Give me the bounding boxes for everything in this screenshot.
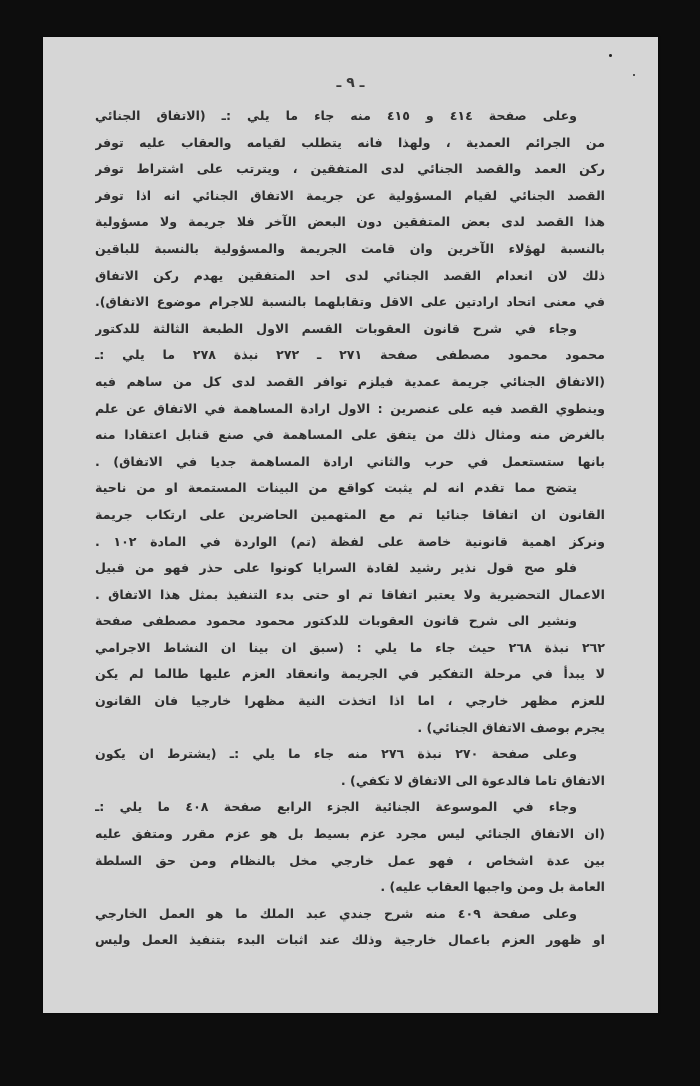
text-line: القانون ان اتفاقا جنائيا تم مع المتهمين الحاضرين على ارتكاب جريمة (95, 506, 605, 522)
text-line: بالنسبة لهؤلاء الآخرين وان قامت الجريمة والمسؤولية بالنسبة للباقين (95, 240, 605, 256)
text-line: وعلى صفحة ٤١٤ و ٤١٥ منه جاء ما يلي :ـ (الاتفاق الجنائي (95, 108, 578, 123)
text-line: (ان الاتفاق الجنائي ليس مجرد عزم بسيط بل هو عزم مقرر ومتفق عليه (95, 826, 605, 842)
text-line: يتضح مما تقدم انه لم يثبت كواقع من البينات المستمعة او من ناحية (95, 480, 577, 496)
text-line: وعلى صفحة ٤٠٩ منه شرح جندي عبد الملك ما هو العمل الخارجي (95, 905, 577, 921)
text-line: فلو صح قول نذير رشيد لقادة السرايا كونوا على حذر فهو من قبيل (95, 560, 577, 576)
text-line: ٢٦٢ نبذة ٢٦٨ حيث جاء ما يلي : (سبق ان بينا ان النشاط الاجرامي (95, 639, 605, 655)
text-line: ركن العمد والقصد الجنائي لدى المتفقين ، ويترتب على اشتراط توفر (95, 161, 605, 177)
text-line: الاعمال التحضيرية ولا يعتبر اتفاقا تم او حتى بدء التنفيذ بمثل هذا الاتفاق . (95, 586, 605, 602)
text-line: من الجرائم العمدية ، ولهذا فانه يتطلب لقيامه والعقاب عليه توفر (95, 134, 605, 150)
text-line: (الاتفاق الجنائي جريمة عمدية فيلزم توافر القصد لدى كل من ساهم فيه (95, 373, 605, 389)
text-line: بين عدة اشخاص ، فهو عمل خارجي مخل بالنظام ومن حق السلطة (95, 852, 605, 868)
text-line: للعزم مظهر خارجي ، اما اذا اتخذت النية مظهرا خارجيا فان القانون (95, 693, 605, 709)
text-line: وعلى صفحة ٢٧٠ نبذة ٢٧٦ منه جاء ما يلي :ـ (يشترط ان يكون (95, 746, 577, 762)
text-line: محمود محمود مصطفى صفحة ٢٧١ ـ ٢٧٢ نبذة ٢٧٨ ما يلي :ـ (95, 347, 605, 363)
text-line: العامة بل ومن واجبها العقاب عليه) . (380, 879, 605, 895)
text-line: لا يبدأ في مرحلة التفكير في الجريمة وانعقاد العزم عليها طالما لم يكن (95, 666, 605, 682)
document-body (95, 103, 605, 954)
page-number: ـ ٩ ـ (336, 75, 365, 91)
text-line: بانها ستستعمل في حرب والثاني ارادة المساهمة جديا في الاتفاق) . (95, 453, 605, 469)
text-line: هذا القصد لدى بعض المتفقين دون البعض الآخر فلا جريمة ولا مسؤولية (95, 214, 605, 230)
document-page (43, 37, 658, 1013)
text-line: ونركز اهمية قانونية خاصة على لفظة (تم) الواردة في المادة ١٠٢ . (95, 533, 605, 549)
text-line: او ظهور العزم باعمال خارجية وذلك عند اثبات البدء بتنفيذ العمل وليس (95, 932, 605, 948)
text-line: ذلك لان انعدام القصد الجنائي لدى احد المتفقين يهدم ركن الاتفاق (95, 267, 605, 283)
text-line: ونشير الى شرح قانون العقوبات للدكتور محمود محمود مصطفى صفحة (95, 613, 577, 629)
text-line: وينطوي القصد فيه على عنصرين : الاول ارادة المساهمة في الاتفاق عن علم (95, 400, 605, 416)
text-line: بالغرض منه ومثال ذلك من يتفق على المساهمة في صنع قنابل اعتقادا منه (95, 427, 605, 443)
speck-mark (609, 54, 612, 57)
text-line: يجرم بوصف الاتفاق الجنائي) . (417, 719, 605, 735)
text-line: القصد الجنائي لقيام المسؤولية عن جريمة الاتفاق الجنائي انه اذا توفر (95, 187, 605, 203)
text-line: الاتفاق تاما فالدعوة الى الاتفاق لا تكفي) . (340, 772, 605, 788)
text-line: في معنى اتحاد ارادتين على الاقل وتقابلهما بالنسبة للاجرام موضوع الاتفاق). (95, 294, 605, 310)
text-line: وجاء في شرح قانون العقوبات القسم الاول الطبعة الثالثة للدكتور (95, 320, 577, 336)
text-line: وجاء في الموسوعة الجنائية الجزء الرابع صفحة ٤٠٨ ما يلي :ـ (95, 799, 577, 815)
